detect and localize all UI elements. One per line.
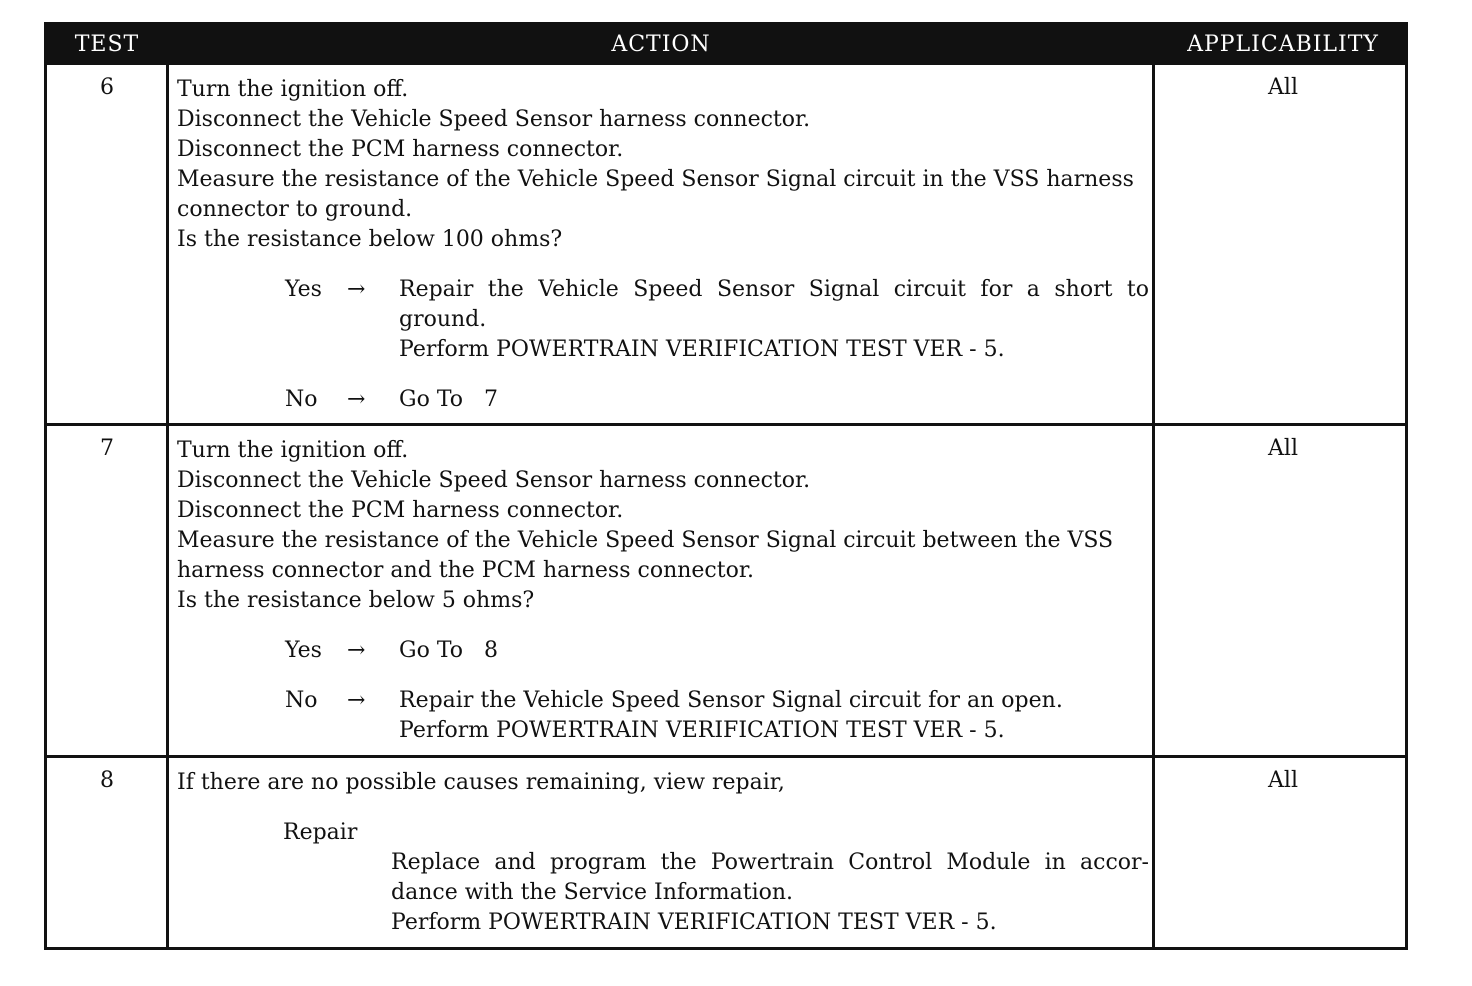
repair-text-line: Replace and program the Powertrain Control Module in accor- [391,850,1149,875]
action-line: Measure the resistance of the Vehicle Speed Sensor Signal circuit between the VSS [177,528,1114,553]
table-row-test-6 [47,65,1405,423]
action-line: Disconnect the Vehicle Speed Sensor harness connector. [177,468,811,493]
yes-text-line: Repair the Vehicle Speed Sensor Signal circuit for a short to [399,277,1149,302]
table-row-test-7 [47,426,1405,755]
yes-branch [177,275,1149,365]
yes-text-line: ground. [399,307,487,332]
yes-branch [177,636,1149,666]
diagnostic-test-table [44,22,1408,950]
action-line: If there are no possible causes remaining, view repair, [177,770,785,795]
action-line: Measure the resistance of the Vehicle Speed Sensor Signal circuit in the VSS harness [177,167,1134,192]
action-line: Turn the ignition off. [177,438,409,463]
no-text-line: Go To 7 [399,387,498,412]
no-branch [177,385,1149,415]
test-number: 6 [100,75,114,100]
action-line: Is the resistance below 100 ohms? [177,227,563,252]
arrow-right-icon: → [347,277,366,302]
header-test: TEST [74,32,140,57]
no-branch [177,686,1149,746]
action-line: Turn the ignition off. [177,77,409,102]
header-applicability: APPLICABILITY [1187,32,1379,57]
action-line: Disconnect the Vehicle Speed Sensor harness connector. [177,107,811,132]
no-text-line: Repair the Vehicle Speed Sensor Signal circuit for an open. [399,688,1063,713]
arrow-right-icon: → [347,688,366,713]
no-text-line: Perform POWERTRAIN VERIFICATION TEST VER - 5. [399,718,1005,743]
action-line: Disconnect the PCM harness connector. [177,137,624,162]
action-cell [177,75,1149,415]
repair-text-line: Perform POWERTRAIN VERIFICATION TEST VER - 5. [391,910,997,935]
repair-text [391,848,1149,938]
action-line: connector to ground. [177,197,413,222]
table-row-test-8 [47,758,1405,947]
arrow-right-icon: → [347,638,366,663]
table-header [47,25,1405,65]
applicability-value: All [1268,75,1298,100]
applicability-value: All [1268,768,1298,793]
repair-text-line: dance with the Service Information. [391,880,794,905]
yes-text-line: Go To 8 [399,638,498,663]
action-line: Disconnect the PCM harness connector. [177,498,624,523]
yes-label: Yes [285,277,322,302]
no-label: No [285,387,318,412]
yes-label: Yes [285,638,322,663]
action-cell [177,436,1149,746]
repair-label: Repair [283,820,358,845]
arrow-right-icon: → [347,387,366,412]
action-line: Is the resistance below 5 ohms? [177,588,535,613]
no-label: No [285,688,318,713]
action-cell [177,768,1149,938]
applicability-value: All [1268,436,1298,461]
header-action: ACTION [611,32,711,57]
test-number: 7 [100,436,114,461]
action-line: harness connector and the PCM harness connector. [177,558,754,583]
yes-text-line: Perform POWERTRAIN VERIFICATION TEST VER - 5. [399,337,1005,362]
test-number: 8 [100,768,114,793]
